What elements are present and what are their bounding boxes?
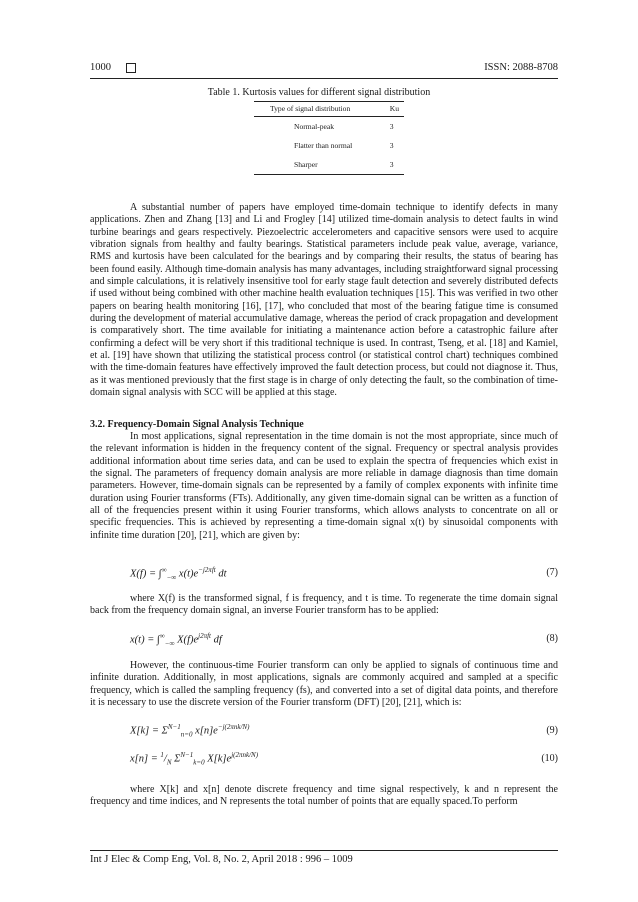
table-caption: Table 1. Kurtosis values for different signal distribution [207,87,431,98]
page-number: 1000 [90,62,111,73]
table-header-type: Type of signal distribution [254,102,384,117]
equation-7: $X(f) = \int^\infty_{-\infty}$ $x(t)e^{-j2\pi ft}$ dt [130,566,227,582]
header-rule [90,78,558,79]
paragraph-text: where X(f) is the transformed signal, f is frequency, and t is time. To regenerate the time domain signal back from the frequency domain signal, an inverse Fourier transform has to be applied: [90,593,558,617]
paragraph-text: where X[k] and x[n] denote discrete frequency and time signal respectively, k and n represent the frequency and time indices, and N represents the total number of points that are equally spaced.To perform [90,784,558,808]
issn: ISSN: 2088-8708 [484,62,558,73]
table-cell: Normal-peak [294,122,335,131]
equation-9: $X[k] = \Sigma^{N-1}_{n=0}$ $x[n]e^{-j(2\pi nk/N)}$ [130,723,250,739]
table-header-ku: Ku [384,102,404,117]
equation-number: (7) [546,567,558,578]
equation-10: $x[n] = ^1/_N$ $\Sigma^{N-1}_{k=0}$ $X[k]e^{j(2\pi nk/N)}$ [130,751,259,767]
table-cell: Sharper [254,155,384,175]
paragraph-text: However, the continuous-time Fourier transform can only be applied to signals of continuous time and infinite duration. Additionally, in most applications, signals are commonly acquired and sampled at a specific frequency, which is called the sampling frequency (fs), and converted into a set of digital data points, and therefore it is necessary to use the discrete version of the Fourier transform (DFT) [20], [21], which is: [90,660,558,709]
table-cell: 3 [389,141,394,150]
journal-footer: Int J Elec & Comp Eng, Vol. 8, No. 2, April 2018 : 996 – 1009 [90,854,353,865]
table-cell: 3 [389,122,394,131]
equation-number: (9) [546,725,558,736]
paragraph-inverse [90,593,558,618]
footer-rule [90,850,558,851]
table-row [254,117,404,137]
checkbox-square-icon [126,63,136,73]
paragraph-closing [90,784,558,809]
paragraph-text: A substantial number of papers have employed time-domain technique to identify defects in many applications. Zhen and Zhang [13] and Li and Frogley [14] utilized time-domain analysis to detect faults in wind turbine bearings and gears respectively. Piezoelectric accelerometers and capacitive sensors were used to acquire vibration signals from healthy and faulty bearings. Statistical parameters include peak value, average, variance, RMS and kurtosis have been calculated for the bearings and by comparing their results, the status of bearing has been found easily. Although time-domain analysis has many advantages, including straightforward signal processing and simple calculations, it is relatively insensitive tool for early stage fault detection and severely distributed defects if used without being combined with other machine health evaluation techniques [15]. This was verified in two other papers on bearing health monitoring [16], [17], who concluded that most of the bearing fatigue time is consumed during the development of material accumulative damage, whereas the period of crack propagation and development is comparatively short. The time available for initiating a maintenance action before a catastrophic failure after confirming a defect will be very short if this traditional technique is used. In contrast, Tseng, et al. [18] and Kamiel, et al. [19] have shown that utilizing the statistical process control (or statistical control chart) techniques combined with the time-domain features have effectively improved the fault detection process, but could not diagnose it. Thus, as it was mentioned previously that the first stage is in charge of only detecting the fault, so the combination of time-domain signal analysis with SCC will be applied at this stage. [90,202,558,399]
running-header [90,62,558,78]
equation-number: (10) [541,753,558,764]
paragraph-dft [90,660,558,709]
table-row [254,155,404,175]
paragraph-text: In most applications, signal representation in the time domain is not the most appropriate, since much of the relevant information is hidden in the frequency content of the signal. Frequency or spectral analysis provides additional information about time series data, and can be used to explain the spectra of frequencies which exist in the signal. The parameters of frequency domain analysis are more reliable in damage diagnosis than time domain parameters. However, time-domain signals can be represented by a family of complex exponents with infinite time duration using Fourier transforms (FTs). Additionally, any given time-domain signal can be written as a function of all of the frequencies present within it using Fourier transforms, which allows analysts to concentrate on all or specific frequencies. This is achieved by representing a time-domain signal x(t) by sinusoidal components with infinite time duration [20], [21], which are given by: [90,431,558,541]
paragraph-frequency-domain [90,431,558,542]
kurtosis-table [254,101,404,175]
table-cell: Flatter than normal [294,141,353,150]
table-row [254,136,404,155]
section-heading: 3.2. Frequency-Domain Signal Analysis Technique [90,419,304,430]
table-cell: 3 [384,155,404,175]
equation-8: $x(t) = \int^\infty_{-\infty}$ $X(f)e^{j2\pi ft}$ df [130,632,222,648]
paragraph-time-domain [90,202,558,400]
equation-number: (8) [546,633,558,644]
